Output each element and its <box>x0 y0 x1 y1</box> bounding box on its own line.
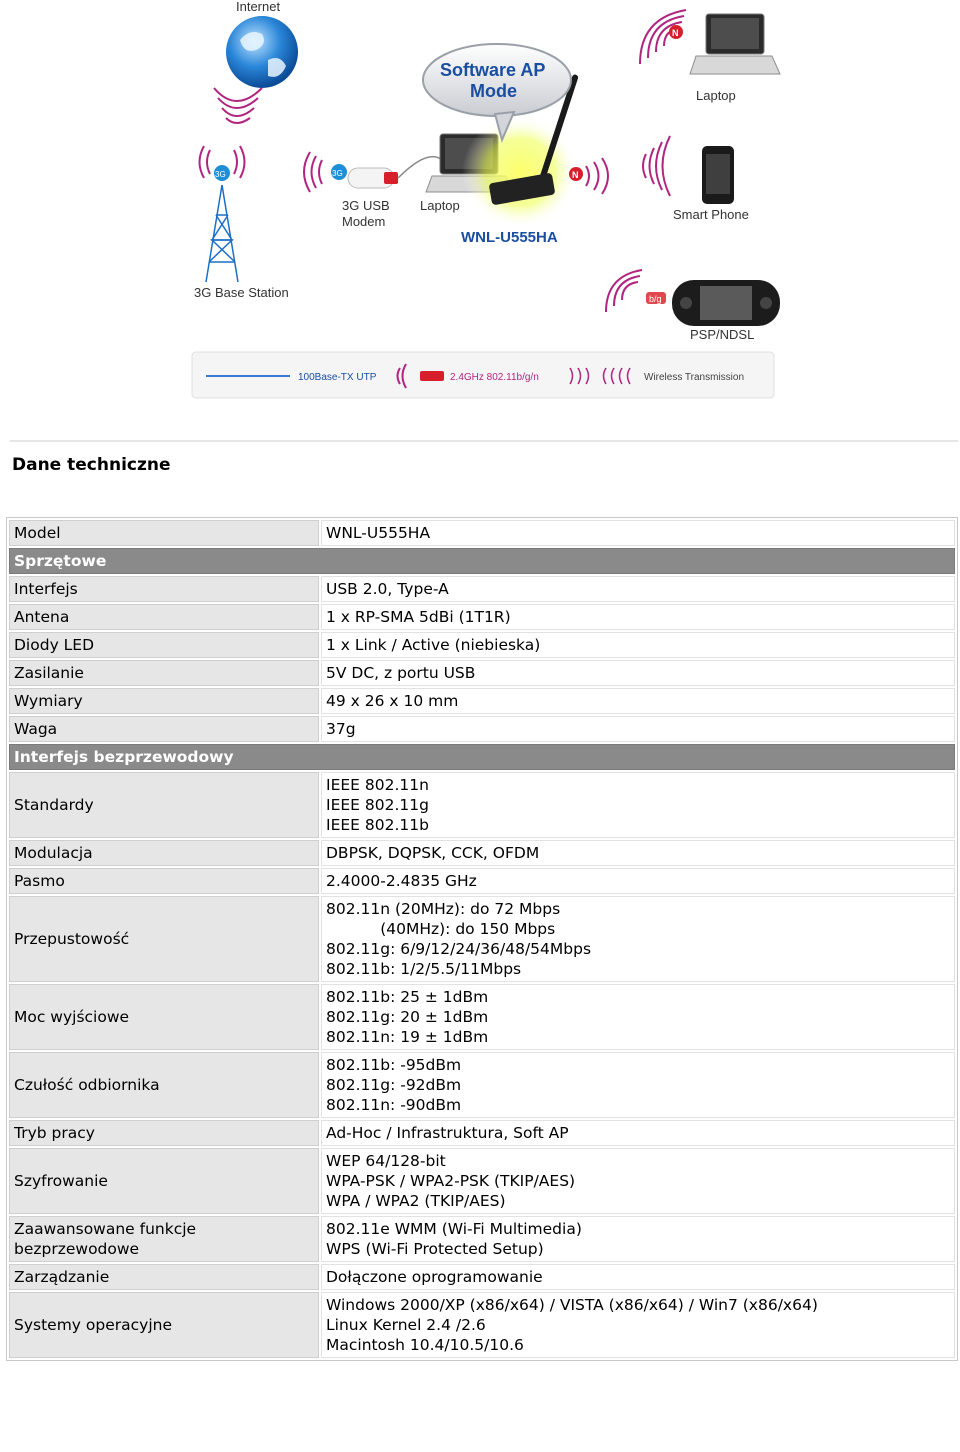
spec-value-line: Ad-Hoc / Infrastruktura, Soft AP <box>326 1124 569 1142</box>
spec-row <box>9 840 955 866</box>
spec-value <box>321 604 955 630</box>
network-diagram <box>0 0 960 420</box>
spec-row <box>9 1264 955 1290</box>
legend-wifi: 2.4GHz 802.11b/g/n <box>450 372 539 383</box>
spec-value-line: USB 2.0, Type-A <box>326 580 449 598</box>
spec-value <box>321 1292 955 1358</box>
psp-label: PSP/NDSL <box>690 327 755 342</box>
spec-label: Szyfrowanie <box>9 1148 319 1214</box>
badge-3g-tower: 3G <box>215 170 226 179</box>
spec-value-line: WEP 64/128-bit <box>326 1152 446 1170</box>
smartphone-label: Smart Phone <box>673 207 749 222</box>
spec-value-line: 802.11n: -90dBm <box>326 1096 462 1114</box>
badge-3g-modem: 3G <box>332 169 343 178</box>
spec-label: Model <box>9 520 319 546</box>
spec-value <box>321 896 955 982</box>
modem-wave-icon <box>304 152 322 192</box>
spec-label: Systemy operacyjne <box>9 1292 319 1358</box>
internet-label: Internet <box>236 0 281 14</box>
spec-value-line: 2.4000-2.4835 GHz <box>326 872 477 890</box>
globe-wave-icon <box>214 88 262 123</box>
spec-value-line: 802.11n: 19 ± 1dBm <box>326 1028 489 1046</box>
spec-value-line: IEEE 802.11b <box>326 816 429 834</box>
spec-value-line: WPA-PSK / WPA2-PSK (TKIP/AES) <box>326 1172 576 1190</box>
spec-value-line: 802.11g: 20 ± 1dBm <box>326 1008 489 1026</box>
spec-row <box>9 632 955 658</box>
software-ap-line2: Mode <box>470 81 517 101</box>
psp-wave-icon <box>606 270 642 312</box>
spec-value <box>321 660 955 686</box>
spec-value-line: 37g <box>326 720 356 738</box>
spec-row <box>9 772 955 838</box>
spec-value <box>321 1120 955 1146</box>
badge-n-laptop: N <box>672 28 679 38</box>
spec-value <box>321 868 955 894</box>
spec-row <box>9 1216 955 1262</box>
spec-value-line: 802.11n (20MHz): do 72 Mbps <box>326 900 561 918</box>
section-title: Dane techniczne <box>12 455 171 475</box>
spec-value-line: 802.11g: -92dBm <box>326 1076 462 1094</box>
spec-row <box>9 660 955 686</box>
spec-label: Czułość odbiornika <box>9 1052 319 1118</box>
spec-value <box>321 1216 955 1262</box>
usb-modem-icon <box>348 168 398 188</box>
laptop-top-label: Laptop <box>696 88 736 103</box>
spec-label: Zasilanie <box>9 660 319 686</box>
spec-value <box>321 688 955 714</box>
spec-value-line: 802.11b: -95dBm <box>326 1056 462 1074</box>
spec-value-line: 49 x 26 x 10 mm <box>326 692 459 710</box>
spec-value <box>321 772 955 838</box>
base-station-label: 3G Base Station <box>194 285 289 300</box>
spec-label: Interfejs <box>9 576 319 602</box>
spec-section-title: Interfejs bezprzewodowy <box>9 744 955 770</box>
spec-row <box>9 984 955 1050</box>
spec-value <box>321 576 955 602</box>
spec-label: Standardy <box>9 772 319 838</box>
spec-value-line: Linux Kernel 2.4 /2.6 <box>326 1316 486 1334</box>
spec-row <box>9 1292 955 1358</box>
spec-value-line: Macintosh 10.4/10.5/10.6 <box>326 1336 524 1354</box>
spec-row <box>9 896 955 982</box>
spec-section-header <box>9 548 955 574</box>
spec-row <box>9 604 955 630</box>
psp-icon <box>672 280 780 326</box>
modem-label-line2: Modem <box>342 214 386 229</box>
smartphone-icon <box>702 146 734 204</box>
software-ap-line1: Software AP <box>440 60 546 80</box>
legend-bar <box>192 352 774 398</box>
spec-label: Modulacja <box>9 840 319 866</box>
spec-value-line: 1 x RP-SMA 5dBi (1T1R) <box>326 608 511 626</box>
spec-value-line: 802.11b: 1/2/5.5/11Mbps <box>326 960 522 978</box>
spec-label: Wymiary <box>9 688 319 714</box>
spec-value-line: WPA / WPA2 (TKIP/AES) <box>326 1192 506 1210</box>
spec-table <box>6 517 958 1361</box>
spec-value-line: 802.11e WMM (Wi-Fi Multimedia) <box>326 1220 582 1238</box>
spec-section-title: Sprzętowe <box>9 548 955 574</box>
legend-wired: 100Base-TX UTP <box>298 372 377 383</box>
spec-value <box>321 984 955 1050</box>
spec-row <box>9 868 955 894</box>
spec-value-line: 802.11g: 6/9/12/24/36/48/54Mbps <box>326 940 592 958</box>
spec-row <box>9 688 955 714</box>
spec-label: Tryb pracy <box>9 1120 319 1146</box>
spec-value <box>321 632 955 658</box>
spec-label: Waga <box>9 716 319 742</box>
spec-value-line: DBPSK, DQPSK, CCK, OFDM <box>326 844 540 862</box>
spec-label: Pasmo <box>9 868 319 894</box>
laptop-top-icon <box>690 14 780 74</box>
spec-value-line: Windows 2000/XP (x86/x64) / VISTA (x86/x64) / Win7 (x86/x64) <box>326 1296 818 1314</box>
badge-n-center: N <box>572 170 579 180</box>
spec-value <box>321 1148 955 1214</box>
spec-section-header <box>9 744 955 770</box>
spec-value-line: Dołączone oprogramowanie <box>326 1268 543 1286</box>
spec-value-line: IEEE 802.11n <box>326 776 429 794</box>
spec-value <box>321 1264 955 1290</box>
base-station-tower-icon <box>206 185 238 282</box>
spec-label: Moc wyjściowe <box>9 984 319 1050</box>
adapter-glow <box>462 116 578 228</box>
spec-value <box>321 1052 955 1118</box>
center-wave-icon <box>586 158 608 194</box>
spec-value <box>321 520 955 546</box>
spec-label: Antena <box>9 604 319 630</box>
spec-value-line: IEEE 802.11g <box>326 796 429 814</box>
modem-label-line1: 3G USB <box>342 198 390 213</box>
spec-label: Przepustowość <box>9 896 319 982</box>
spec-row <box>9 520 955 546</box>
spec-value-line: 5V DC, z portu USB <box>326 664 476 682</box>
spec-value <box>321 840 955 866</box>
spec-row <box>9 1052 955 1118</box>
modem-cable <box>398 157 442 178</box>
spec-value-line: WNL-U555HA <box>326 524 431 542</box>
spec-value-line: (40MHz): do 150 Mbps <box>326 920 556 938</box>
spec-label: Diody LED <box>9 632 319 658</box>
product-label: WNL-U555HA <box>461 229 558 246</box>
legend-n-badge-icon <box>420 371 444 381</box>
internet-globe-icon <box>226 0 298 88</box>
spec-value-line: 802.11b: 25 ± 1dBm <box>326 988 489 1006</box>
spec-value <box>321 716 955 742</box>
laptop-center-label: Laptop <box>420 198 460 213</box>
spec-row <box>9 1148 955 1214</box>
badge-bg: b/g <box>649 294 662 304</box>
spec-row <box>9 716 955 742</box>
section-divider <box>10 440 958 442</box>
spec-row <box>9 576 955 602</box>
spec-table-body <box>9 520 955 1358</box>
legend-wireless: Wireless Transmission <box>644 372 745 383</box>
spec-label: Zaawansowane funkcje bezprzewodowe <box>9 1216 319 1262</box>
spec-value-line: 1 x Link / Active (niebieska) <box>326 636 541 654</box>
spec-row <box>9 1120 955 1146</box>
smartphone-wave-icon <box>643 136 670 196</box>
spec-value-line: WPS (Wi-Fi Protected Setup) <box>326 1240 544 1258</box>
spec-label: Zarządzanie <box>9 1264 319 1290</box>
